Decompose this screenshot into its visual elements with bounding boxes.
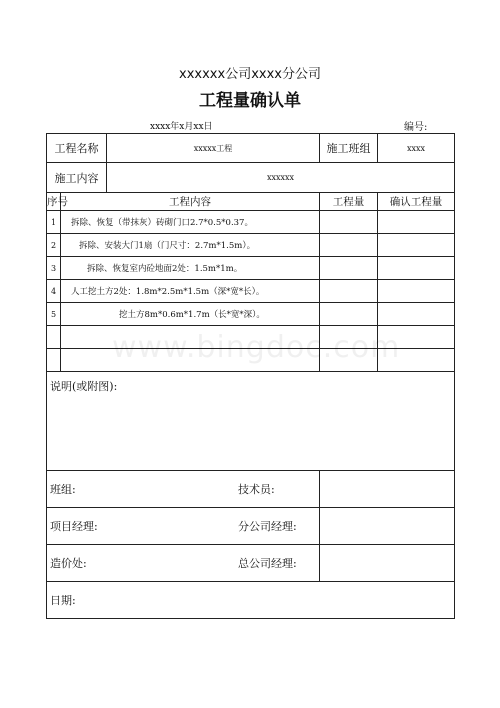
table-row bbox=[47, 303, 455, 326]
row-content: 挖土方8m*0.6m*1.7m（长*宽*深）。 bbox=[61, 303, 320, 326]
technician-signature[interactable] bbox=[238, 471, 455, 508]
table-row bbox=[47, 234, 455, 257]
cost-office-label: 造价处: bbox=[50, 557, 87, 570]
row-confirmed-quantity-cell[interactable] bbox=[378, 234, 455, 257]
row-seq: 1 bbox=[47, 211, 61, 234]
row-seq: 5 bbox=[47, 303, 61, 326]
row-seq: 4 bbox=[47, 280, 61, 303]
table-row bbox=[47, 257, 455, 280]
table-row bbox=[47, 280, 455, 303]
signature-row bbox=[47, 545, 455, 582]
row-confirmed-quantity-cell[interactable] bbox=[378, 326, 455, 349]
row-content[interactable] bbox=[61, 349, 320, 372]
branch-manager-label: 分公司经理: bbox=[238, 520, 297, 533]
row-quantity-cell[interactable] bbox=[320, 349, 378, 372]
seq-header: 序号 bbox=[47, 193, 61, 211]
row-quantity-cell[interactable] bbox=[320, 257, 378, 280]
confirmation-form-table bbox=[46, 133, 455, 619]
document-date: xxxx年x月xx日 bbox=[150, 122, 213, 132]
quantity-header: 工程量 bbox=[320, 193, 378, 211]
row-quantity-cell[interactable] bbox=[320, 234, 378, 257]
row-content: 拆除、恢复室内砼地面2处：1.5m*1m。 bbox=[61, 257, 320, 280]
branch-manager-signature[interactable] bbox=[238, 508, 455, 545]
row-confirmed-quantity-cell[interactable] bbox=[378, 280, 455, 303]
company-name: xxxxxx公司xxxx分公司 bbox=[179, 67, 321, 82]
row-confirmed-quantity-cell[interactable] bbox=[378, 257, 455, 280]
row-content[interactable] bbox=[61, 326, 320, 349]
date-signature[interactable] bbox=[47, 582, 455, 619]
work-content-row bbox=[47, 163, 455, 193]
row-seq: 2 bbox=[47, 234, 61, 257]
row-quantity-cell[interactable] bbox=[320, 280, 378, 303]
document-title: 工程量确认单 bbox=[199, 91, 301, 111]
team-leader-signature[interactable] bbox=[47, 471, 320, 508]
row-content: 拆除、安装大门1扇（门尺寸：2.7m*1.5m）。 bbox=[61, 234, 320, 257]
signature-row bbox=[47, 508, 455, 545]
hq-manager-signature[interactable] bbox=[238, 545, 455, 582]
document-number-label: 编号: bbox=[404, 122, 428, 133]
row-quantity-cell[interactable] bbox=[320, 303, 378, 326]
row-seq bbox=[47, 349, 61, 372]
row-seq: 3 bbox=[47, 257, 61, 280]
row-confirmed-quantity-cell[interactable] bbox=[378, 303, 455, 326]
watermark: www.bingdoc.com bbox=[112, 330, 401, 365]
team-label: 施工班组 bbox=[320, 134, 378, 163]
content-header: 工程内容 bbox=[61, 193, 320, 211]
notes-row bbox=[47, 372, 455, 471]
project-name-label: 工程名称 bbox=[47, 134, 107, 163]
row-confirmed-quantity-cell[interactable] bbox=[378, 211, 455, 234]
row-quantity-cell[interactable] bbox=[320, 211, 378, 234]
table-row bbox=[47, 211, 455, 234]
work-content-value[interactable]: xxxxxx bbox=[107, 163, 455, 193]
row-content: 人工挖土方2处：1.8m*2.5m*1.5m（深*宽*长）。 bbox=[61, 280, 320, 303]
signature-row bbox=[47, 471, 455, 508]
work-content-label: 施工内容 bbox=[47, 163, 107, 193]
table-header-row bbox=[47, 193, 455, 211]
project-name-row bbox=[47, 134, 455, 163]
table-row bbox=[47, 349, 455, 372]
row-confirmed-quantity-cell[interactable] bbox=[378, 349, 455, 372]
hq-manager-label: 总公司经理: bbox=[238, 557, 297, 570]
notes-area[interactable] bbox=[47, 372, 455, 471]
signature-row bbox=[47, 582, 455, 619]
notes-label: 说明(或附图): bbox=[50, 380, 118, 393]
table-row bbox=[47, 326, 455, 349]
confirmed-quantity-header: 确认工程量 bbox=[378, 193, 455, 211]
row-seq bbox=[47, 326, 61, 349]
project-manager-label: 项目经理: bbox=[50, 520, 98, 533]
team-leader-label: 班组: bbox=[50, 483, 76, 496]
row-content: 拆除、恢复（带抹灰）砖砌门口2.7*0.5*0.37。 bbox=[61, 211, 320, 234]
row-quantity-cell[interactable] bbox=[320, 326, 378, 349]
team-value[interactable]: xxxx bbox=[378, 134, 455, 163]
project-name-value[interactable]: xxxxx工程 bbox=[107, 134, 320, 163]
date-label: 日期: bbox=[50, 594, 76, 607]
technician-label: 技术员: bbox=[238, 483, 275, 496]
